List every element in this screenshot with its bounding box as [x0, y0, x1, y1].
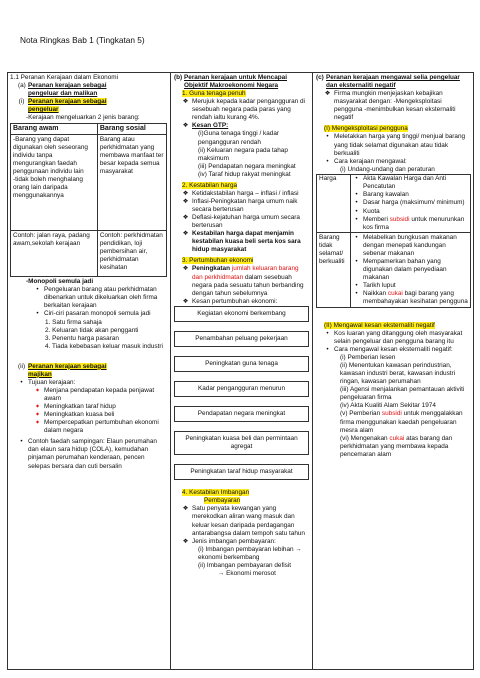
text-tail: untuk menggalakkan firma menggunakan kaedah pengeluaran mesra alam [340, 410, 463, 434]
label-ii: (ii) [18, 362, 26, 370]
bullet-icon: • [355, 215, 358, 223]
list-item-text: Contoh faedah sampingan: Elaun perumahan dan elaun sara hidup (COLA), kemudahan pinjaman perumahan kenderaan, pencen selepas bersara dan cuti bersalin [28, 438, 157, 470]
sub-i [18, 98, 167, 114]
list-item-text: Mempercepatkan pertumbuhan ekonomi dalam negara [44, 419, 159, 435]
list-item [324, 90, 471, 122]
section-b-title: Peranan kerajaan untuk Mencapai Objektif Makroekonomi Negara [184, 74, 287, 90]
control-table [316, 174, 471, 308]
diamond-icon: ❖ [182, 297, 189, 305]
list-item [353, 282, 468, 290]
list-item-text: Deflasi-kejatuhan harga umum secara berterusan [192, 214, 300, 230]
text-tail: bagi barang yang membahayakan kesihatan pengguna [363, 290, 468, 306]
mono-sub-list [42, 319, 167, 351]
list-item-text: Merujuk kepada kadar pengangguran di sesebuah negara pada paras yang rendah ialtu kurang 4%. [192, 98, 305, 122]
diamond-icon: ❖ [182, 230, 189, 238]
text-tail: atas barang dan perkhidmatan yang membawa kepada pencemaran alam [340, 434, 453, 458]
list-item [34, 419, 167, 435]
arrow-right-icon: → [295, 545, 302, 553]
list-item: 3. Penentu harga pasaran [45, 334, 119, 342]
list-item [34, 286, 167, 310]
arrow-right-icon: → [218, 569, 225, 577]
table-cell: Contoh: perkhidmatan pendidikan, loji pembersihan air, perkhidmatan kesihatan [97, 231, 166, 277]
diamond-icon: ❖ [182, 505, 189, 513]
text-head: (vi) Mengenakan [340, 434, 390, 442]
list-item [34, 411, 167, 419]
label-b: (b) [174, 74, 183, 81]
section-a [18, 82, 167, 98]
list-item-text: Cara mengawal kesan eksternaliti negatif: [334, 345, 453, 353]
bullet-icon: • [36, 286, 39, 294]
balance-ii [198, 562, 309, 578]
list-item [324, 133, 471, 157]
list-item [34, 403, 167, 411]
section-3-title: 3. Pertumbuhan ekonomi [182, 257, 254, 265]
list-item [182, 265, 309, 297]
bullet-icon: • [326, 329, 329, 337]
list-item-text: Jenis imbangan pembayaran: [192, 537, 276, 545]
page-title: Nota Ringkas Bab 1 (Tingkatan 5) [20, 35, 145, 45]
list-item [353, 258, 468, 282]
section-2-title: 2. Kestabilan harga [182, 181, 238, 189]
list-item [353, 199, 468, 207]
list-item [353, 191, 468, 199]
list-item-text: Melabelkan bungkusan makanan dengan menepati kandungan sebenar makanan [363, 233, 457, 257]
arrow-icon: ➧ [34, 419, 41, 427]
balance-ii-result: Ekonomi merosot [226, 569, 276, 577]
list-item: (iv) Taraf hidup rakyat meningkat [198, 170, 291, 178]
bullet-icon: • [20, 378, 23, 386]
bullet-icon: • [355, 233, 358, 241]
balance-ii-text: (ii) Imbangan pembayaran defisit [198, 561, 292, 569]
bullet-icon: • [355, 199, 358, 207]
list-item: (ii) Menentukan kawasan perindustrian, kawasan industri berat, kawasan industri ringan, kawasan perumahan [340, 362, 456, 386]
list-item-text: Meningkatkan taraf hidup [44, 403, 116, 411]
list-item [182, 538, 309, 546]
table-header-sosial: Barang sosial [97, 124, 166, 135]
list-item [353, 208, 468, 216]
list-item-text: Firma mungkin menjejaskan kebajikan masyarakat dengan: -Mengeksploitasi pengguna -menimbulkan kesan eksternaliti negatif [334, 90, 456, 122]
effect-box: Pendapatan negara meningkat [174, 406, 309, 422]
list-item-text: Kos luaran yang ditanggung oleh masyarakat selain pengeluar dan pengguna barang itu [334, 329, 463, 345]
balance-i-result: ekonomi berkembang [198, 553, 260, 561]
bullet-icon: • [326, 133, 329, 141]
sub-i-title: Peranan kerajaan sebagai [28, 98, 107, 106]
list-item-text: Inflasi-Peningkatan harga umum naik secara berterusan [192, 197, 298, 213]
list-item-text: Ciri-ciri pasaran monopoli semula jadi [44, 310, 151, 318]
diamond-icon: ❖ [182, 537, 189, 545]
list-item-text: Menjana pendapatan kepada penjawat awam [44, 386, 155, 402]
sub-II-title: (II) Mengawal kesan eksternaliti negatif [324, 321, 435, 329]
list-item [182, 298, 309, 306]
section-c-title: Peranan kerajaan mengawal selia pengeluar dan eksternaliti negatif [326, 74, 460, 90]
sub-ii-title: Peranan kerajaan sebagai [28, 362, 107, 370]
text-red: cukai [389, 434, 405, 442]
list-item [18, 379, 167, 387]
arrow-icon: ➧ [34, 403, 41, 411]
list-item-text: Kuota [363, 207, 380, 215]
sub-i-title2: pengeluar [28, 106, 59, 114]
diamond-icon: ❖ [182, 265, 189, 273]
list-item [353, 216, 468, 232]
bullet-icon: • [355, 282, 358, 290]
table-cell-label: Harga [317, 174, 351, 232]
gtp-list [198, 130, 309, 178]
list-item [34, 310, 167, 318]
list-item: 4. Tiada kebebasan keluar masuk industri [45, 342, 163, 350]
arrow-icon: ➧ [34, 411, 41, 419]
list-item [340, 435, 471, 459]
list-item-text: Dasar harga (maksimum/ minimum) [363, 199, 465, 207]
list-item-text: Cara kerajaan mengawal: [334, 157, 407, 165]
bullet-icon: • [355, 175, 358, 183]
list-item-text: Meningkatkan kuasa beli [44, 411, 115, 419]
label-a: (a) [18, 82, 26, 90]
list-item [324, 346, 471, 354]
list-item [182, 98, 309, 122]
table-cell: -Barang yang dapat digunakan oleh seseorang individu tanpa mengurangkan faedah penggunaan individu lain -tidak boleh menghalang orang lain daripada menggunakannya [11, 135, 98, 231]
table-cell: Contoh: jalan raya, padang awam,sekolah kerajaan [11, 231, 98, 277]
column-3 [312, 72, 474, 670]
text-head: Memberi [363, 215, 390, 223]
text-head: Naikkan [363, 290, 388, 298]
text-red: jumlah keluaran barang dan perkhidmatan [192, 265, 299, 281]
bullet-icon: • [20, 438, 23, 446]
bullet-icon: • [355, 207, 358, 215]
list-item-text: Barang kawalan [363, 191, 409, 199]
table-cell [351, 174, 471, 232]
section-b [174, 74, 309, 90]
list-item-text: Mempamerkan bahan yang digunakan dalam penyediaan makanan [363, 257, 447, 281]
list-item [182, 230, 309, 254]
list-item [182, 122, 309, 130]
sub-i-desc: -Kerajaan mengeluarkan 2 jenis barang: [26, 114, 140, 122]
section-4-title: 4. Kestabilan Imbangan [182, 489, 250, 497]
column-1 [7, 72, 170, 670]
list-item [353, 234, 468, 258]
table-cell: Barang atau perkhidmatan yang membawa manfaat ter besar kepada semua masyarakat [97, 135, 166, 231]
diamond-icon: ❖ [182, 189, 189, 197]
effect-box: Penambahan peluang pekerjaan [174, 331, 309, 347]
text-bold: Peningkatan [192, 265, 232, 273]
text-tail: untuk menurunkan kos firma [363, 215, 465, 231]
effect-box: Peningkatan taraf hidup masyarakat [174, 464, 309, 480]
list-item: (iv) Akta Kualiti Alam Sekitar 1974 [340, 402, 436, 410]
list-item [353, 175, 468, 191]
text-tail: dalam sesebuah negara pada sesuatu tahun berbanding dengan tahun sebelumnya [192, 273, 304, 297]
sub-ii-title2: majikan [28, 370, 52, 378]
text-red: subsidi [381, 410, 402, 418]
list-item-text: Kesan GTP: [192, 122, 229, 130]
list-item: (iii) Agensi menjalankan pemantauan aktiviti pengeluaran firma [340, 386, 465, 402]
section-a-title2: pengeluar dan malikan [28, 90, 98, 98]
list-item-text: Kesan pertumbuhan ekonomi: [192, 297, 278, 305]
list-item: 2. Keluaran tidak akan pengganti [45, 326, 139, 334]
list-item [182, 214, 309, 230]
effect-box: Kadar pengangguran menurun [174, 381, 309, 397]
list-item-text: Akta Kawalan Harga dan Anti Pencatutan [363, 175, 447, 191]
section-4-title2: Pembayaran [204, 497, 241, 505]
list-item: (i)Guna tenaga tinggi / kadar pengangguran rendah [198, 130, 279, 146]
list-item [18, 438, 167, 470]
section-heading: 1.1 Peranan Kerajaan dalam Ekonomi [10, 74, 118, 81]
list-item-text: Meletakkan harga yang tinggi/ menjual barang yang tidak selamat digunakan atau tidak berkualiti [334, 133, 466, 157]
list-item: (i) Pemberian lesen [340, 354, 396, 361]
label-i: (i) [18, 98, 25, 106]
diamond-icon: ❖ [182, 197, 189, 205]
column-2 [170, 72, 312, 670]
text-red: cukai [387, 290, 403, 298]
bullet-icon: • [355, 257, 358, 265]
list-item [182, 190, 309, 198]
list-item: (ii) Keluaran negara pada tahap maksimum [198, 146, 288, 162]
sub-item: (i) Undang-undang dan peraturan [340, 165, 435, 173]
table-cell [351, 233, 471, 308]
effect-box: Peningkatan guna tenaga [174, 356, 309, 372]
list-item-text: Ketidakstabilan harga – inflasi / inflasi [192, 189, 299, 197]
list-item [353, 290, 468, 306]
list-item: 1. Satu firma sahaja [45, 318, 102, 326]
bullet-icon: • [355, 290, 358, 298]
section-a-title: Peranan kerajaan sebagai [28, 82, 107, 90]
diamond-icon: ❖ [182, 214, 189, 222]
section-c [316, 74, 471, 90]
list-item [324, 158, 471, 166]
mono-title: -Monopoli semula jadi [26, 278, 94, 286]
sub-ii [18, 363, 167, 379]
bullet-icon: • [326, 157, 329, 165]
section-1-title: 1. Guna tenaga penuh [182, 90, 246, 98]
effect-box: Kegiatan ekonomi berkembang [174, 306, 309, 322]
list-item [182, 505, 309, 537]
bullet-icon: • [36, 310, 39, 318]
list-item-text: Kestabilan harga dapat menjamin kestabilan kuasa beli serta kos sara hidup masyarakat [192, 230, 301, 254]
ii-sub-list [340, 354, 471, 459]
effect-box: Peningkatan kuasa beli dan permintaan agregat [174, 431, 309, 455]
label-c: (c) [316, 74, 324, 81]
diamond-icon: ❖ [182, 98, 189, 106]
diamond-icon: ❖ [182, 122, 189, 130]
goods-table [10, 123, 167, 277]
arrow-icon: ➧ [34, 386, 41, 394]
list-item [340, 410, 471, 434]
bullet-icon: • [326, 345, 329, 353]
list-item: (iii) Pendapatan negara meningkat [198, 162, 296, 170]
bullet-icon: • [355, 191, 358, 199]
list-item-text: Tarikh luput [363, 282, 396, 290]
list-item-text: Pengeluaran barang atau perkhidmatan dibenarkan untuk dikeluarkan oleh firma berkaitan kerajaan [44, 286, 158, 310]
list-item-text: Satu penyata kewangan yang merekodkan aliran wang masuk dan keluar kesan daripada perdagangan antarabangsa dalam tempoh satu tahun [192, 505, 305, 537]
table-header-awam: Barang awam [11, 124, 98, 135]
list-item [182, 198, 309, 214]
balance-i-text: (i) Imbangan pembayaran lebihan [198, 545, 294, 553]
growth-effects-stack [174, 306, 309, 481]
list-item [324, 330, 471, 346]
balance-i [198, 546, 309, 562]
text-head: (v) Pemberian [340, 410, 382, 418]
diamond-icon: ❖ [324, 90, 331, 98]
table-cell-label: Barang tidak selamat/ berkualiti [317, 233, 351, 308]
text-red: subsidi [389, 215, 410, 223]
list-item [34, 387, 167, 403]
sub-I-title: (I) Mengeksploitasi pengguna [324, 125, 408, 133]
list-item-text: Tujuan kerajaan: [28, 378, 76, 386]
